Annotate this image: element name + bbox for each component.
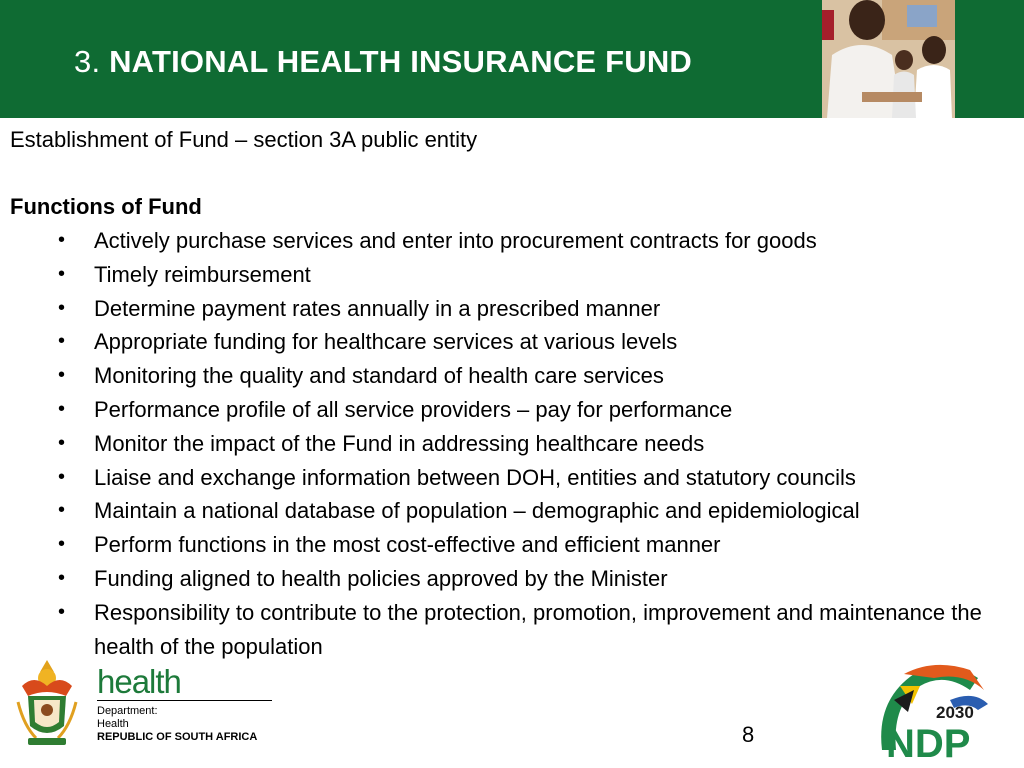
- list-item: [58, 325, 1008, 359]
- list-item-text: Performance profile of all service providers – pay for performance: [94, 396, 733, 422]
- ndp-2030-logo: [874, 660, 994, 760]
- bullet-icon: •: [58, 533, 66, 556]
- list-item: [58, 258, 1008, 292]
- ndp-year: 2030: [936, 703, 974, 722]
- ndp-text: NDP: [886, 722, 971, 760]
- list-item-text: Liaise and exchange information between DOH, entities and statutory councils: [94, 464, 856, 490]
- department-text: [97, 705, 257, 744]
- list-item-text: Responsibility to contribute to the protection, promotion, improvement and maintenance the health of the population: [94, 599, 982, 659]
- country-line: REPUBLIC OF SOUTH AFRICA: [97, 731, 258, 743]
- subtitle: Establishment of Fund – section 3A public entity: [10, 127, 478, 152]
- list-item-text: Monitoring the quality and standard of health care services: [94, 363, 664, 389]
- bullet-icon: •: [58, 397, 66, 420]
- list-item-text: Appropriate funding for healthcare services at various levels: [94, 329, 678, 355]
- functions-list: [58, 224, 1008, 663]
- dept-line: Department:: [97, 705, 158, 717]
- list-item: [58, 292, 1008, 326]
- health-wordmark: health: [97, 663, 181, 700]
- bullet-icon: •: [58, 262, 66, 285]
- list-item: [58, 393, 1008, 427]
- bullet-icon: •: [58, 296, 66, 319]
- list-item-text: Monitor the impact of the Fund in addressing healthcare needs: [94, 430, 705, 456]
- divider: [97, 700, 272, 701]
- list-item-text: Perform functions in the most cost-effective and efficient manner: [94, 532, 721, 558]
- bullet-icon: •: [58, 600, 66, 623]
- bullet-icon: •: [58, 499, 66, 522]
- list-item: [58, 224, 1008, 258]
- slide-title: [74, 44, 692, 80]
- list-item: [58, 494, 1008, 528]
- list-item-text: Timely reimbursement: [94, 261, 311, 287]
- list-item: [58, 461, 1008, 495]
- list-item-text: Actively purchase services and enter into procurement contracts for goods: [94, 228, 817, 253]
- bullet-icon: •: [58, 229, 66, 251]
- title-bar: [0, 0, 1024, 118]
- bullet-icon: •: [58, 431, 66, 454]
- list-item: [58, 562, 1008, 596]
- title-number: 3.: [74, 44, 101, 79]
- dept-line: Health: [97, 718, 129, 730]
- list-item: [58, 359, 1008, 393]
- title-text: NATIONAL HEALTH INSURANCE FUND: [109, 44, 693, 79]
- list-item-text: Funding aligned to health policies approved by the Minister: [94, 565, 668, 591]
- list-item-text: Maintain a national database of population – demographic and epidemiological: [94, 498, 860, 524]
- bullet-icon: •: [58, 566, 66, 589]
- functions-heading: Functions of Fund: [10, 194, 202, 219]
- header-photo: [822, 0, 955, 118]
- list-item: [58, 596, 1008, 664]
- list-item: [58, 528, 1008, 562]
- coat-of-arms-logo: [14, 656, 80, 748]
- list-item-text: Determine payment rates annually in a prescribed manner: [94, 295, 661, 321]
- list-item: [58, 427, 1008, 461]
- bullet-icon: •: [58, 465, 66, 488]
- bullet-icon: •: [58, 364, 66, 387]
- page-number: 8: [742, 722, 755, 747]
- bullet-icon: •: [58, 330, 66, 353]
